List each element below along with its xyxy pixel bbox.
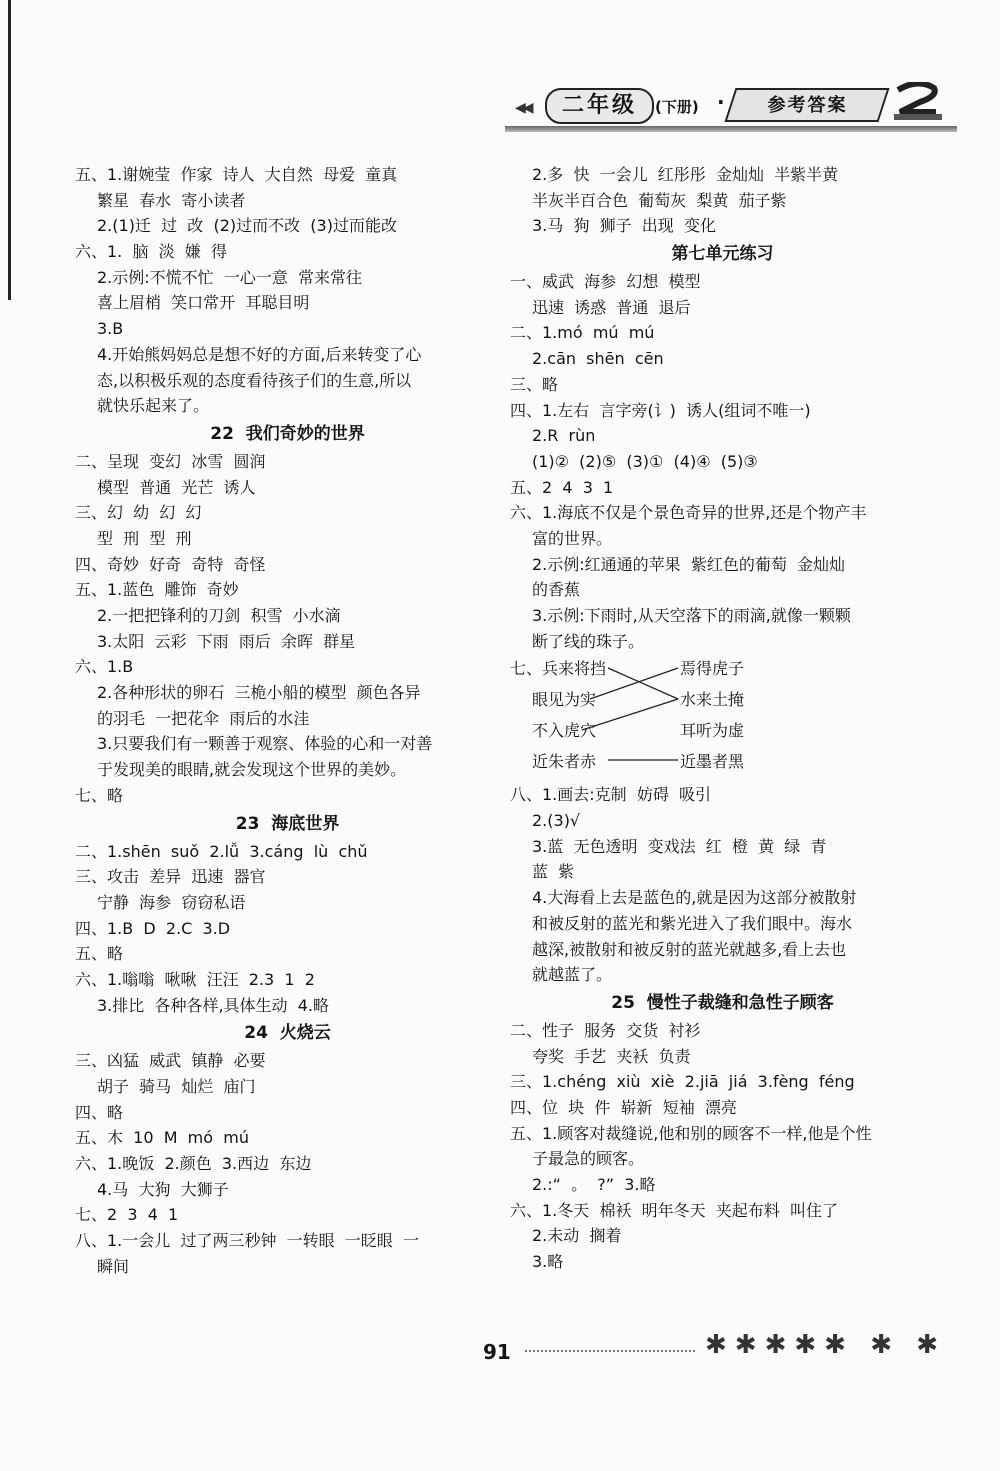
answer-line: 2.(3)√ — [532, 811, 581, 831]
answer-line: 3.B — [97, 319, 124, 339]
section-title: 22 我们奇妙的世界 — [210, 423, 365, 444]
match-left-item: 近朱者赤 — [532, 752, 597, 772]
left-answer-column — [75, 162, 500, 1280]
answer-line: 3.蓝 无色透明 变戏法 红 橙 黄 绿 青 — [532, 836, 827, 856]
answer-line: 三、凶猛 威武 镇静 必要 — [75, 1051, 266, 1071]
answer-line: 三、略 — [510, 374, 559, 394]
section-title: 23 海底世界 — [235, 813, 340, 834]
match-right-item: 耳听为虚 — [680, 721, 745, 741]
answer-line: 就越蓝了。 — [532, 965, 613, 985]
section-title: 25 慢性子裁缝和急性子顾客 — [611, 992, 834, 1013]
page-number: 91 — [483, 1340, 511, 1364]
answer-line: 2.示例:不慌不忙 一心一意 常来常往 — [97, 267, 363, 287]
answer-line: 3.示例:下雨时,从天空落下的雨滴,就像一颗颗 — [532, 606, 851, 625]
answer-line: 二、呈现 变幻 冰雪 圆润 — [75, 451, 266, 471]
answer-line: 3.太阳 云彩 下雨 雨后 余晖 群星 — [97, 631, 356, 651]
section-title: 24 火烧云 — [244, 1023, 331, 1044]
answer-line: 七、2 3 4 1 — [75, 1205, 179, 1225]
answer-line: 3.只要我们有一颗善于观察、体验的心和一对善 — [97, 734, 433, 754]
answer-line: 瞬间 — [97, 1256, 130, 1276]
section-title: 第七单元练习 — [671, 244, 774, 265]
right-answer-column — [510, 162, 935, 1275]
answer-line: 于发现美的眼睛,就会发现这个世界的美妙。 — [97, 760, 407, 780]
answer-line: 六、1. 脑 淡 嫌 得 — [75, 242, 227, 262]
answer-line: 五、1.谢婉莹 作家 诗人 大自然 母爱 童真 — [75, 165, 398, 184]
header-rule — [505, 126, 957, 132]
answer-line: 五、1.蓝色 雕饰 奇妙 — [75, 580, 239, 600]
answer-line: 态,以积极乐观的态度看待孩子们的生意,所以 — [97, 370, 412, 390]
answer-line: 宁静 海参 窃窃私语 — [97, 892, 246, 912]
answer-line: 夸奖 手艺 夹袄 负责 — [532, 1046, 691, 1066]
answer-line: 3.马 狗 狮子 出现 变化 — [532, 216, 716, 236]
answer-line: 二、1.mó mú mú — [510, 323, 655, 343]
nav-arrows-icon: ◀◀ — [515, 100, 531, 116]
answer-line: 四、1.左右 言字旁(讠) 诱人(组词不唯一) — [510, 400, 811, 420]
idiom-matching-exercise — [510, 654, 935, 782]
answer-line: 八、1.画去:克制 妨碍 吸引 — [510, 785, 712, 805]
answer-line: 模型 普通 光芒 诱人 — [97, 477, 256, 497]
answer-line: 三、幻 幼 幻 幻 — [75, 503, 202, 523]
answer-line: 五、木 10 M mó mú — [75, 1128, 249, 1148]
banner-title: 参考答案 — [767, 95, 848, 116]
right-bottom-answers — [510, 782, 935, 1274]
answer-line: 3.排比 各种各样,具体生动 4.略 — [97, 995, 329, 1015]
binding-edge — [8, 0, 11, 300]
answer-line: 4.大海看上去是蓝色的,就是因为这部分被散射 — [532, 888, 857, 908]
answer-line: 胡子 骑马 灿烂 庙门 — [97, 1077, 256, 1096]
answer-line: 2.未动 搁着 — [532, 1226, 622, 1246]
answer-line: 断了线的珠子。 — [532, 631, 645, 651]
answer-line: 2.各种形状的卵石 三桅小船的模型 颜色各异 — [97, 683, 421, 703]
answer-line: 子最急的顾客。 — [532, 1149, 645, 1169]
volume-label: (下册) — [655, 98, 699, 116]
answer-line: 2.(1)迁 过 改 (2)过而不改 (3)过而能改 — [97, 216, 397, 236]
right-top-answers — [510, 162, 935, 654]
answer-line: 四、位 块 件 崭新 短袖 漂亮 — [510, 1097, 737, 1117]
separator-dot: · — [717, 90, 725, 114]
answer-line: 2.多 快 一会儿 红彤彤 金灿灿 半紫半黄 — [532, 165, 839, 184]
answer-line: 四、奇妙 好奇 奇特 奇怪 — [75, 554, 266, 574]
star-decoration-icon: ✱✱✱✱✱ ✱ ✱ — [705, 1330, 947, 1360]
answer-line: 六、1.B — [75, 657, 134, 677]
answer-line: 六、1.嗡嗡 啾啾 汪汪 2.3 1 2 — [75, 969, 315, 989]
match-right-item: 水来土掩 — [680, 690, 745, 710]
page-header — [505, 82, 960, 137]
match-left-item: 眼见为实 — [532, 690, 597, 710]
answer-line: 蓝 紫 — [532, 862, 575, 882]
answer-line: 六、1.海底不仅是个景色奇异的世界,还是个物产丰 — [510, 503, 867, 523]
answer-line: 六、1.冬天 棉袄 明年冬天 夹起布料 叫住了 — [510, 1200, 838, 1220]
answer-line: 富的世界。 — [532, 528, 613, 548]
answer-line: 2.一把把锋利的刀剑 积雪 小水滴 — [97, 606, 341, 625]
answer-line: 一、威武 海参 幻想 模型 — [510, 272, 701, 292]
answer-line: 2.:“ 。 ?” 3.略 — [532, 1175, 656, 1194]
answer-line: 三、1.chéng xiù xiè 2.jiā jiá 3.fèng féng — [510, 1072, 855, 1092]
grade-badge: 二年级 — [545, 88, 654, 124]
answer-line: 四、1.B D 2.C 3.D — [75, 918, 231, 938]
answer-line: 越深,被散射和被反射的蓝光就越多,看上去也 — [532, 939, 847, 959]
answer-line: 繁星 春水 寄小读者 — [97, 190, 246, 210]
answer-line: 八、1.一会儿 过了两三秒钟 一转眼 一眨眼 一 — [75, 1231, 419, 1251]
answer-line: 4.开始熊妈妈总是想不好的方面,后来转变了心 — [97, 344, 422, 364]
answer-line: 3.略 — [532, 1252, 564, 1272]
answer-line: 二、1.shēn suǒ 2.lǚ 3.cáng lù chǔ — [75, 841, 368, 861]
answer-line: 喜上眉梢 笑口常开 耳聪目明 — [97, 293, 310, 313]
answer-line: 2.示例:红通通的苹果 紫红色的葡萄 金灿灿 — [532, 554, 846, 574]
answer-line: 三、攻击 差异 迅速 器官 — [75, 867, 266, 887]
answer-line: 七、略 — [75, 785, 124, 805]
match-right-item: 焉得虎子 — [680, 659, 745, 679]
match-left-item: 不入虎穴 — [532, 721, 597, 741]
answer-line: (1)② (2)⑤ (3)① (4)④ (5)③ — [532, 451, 758, 471]
answer-line: 2.cān shēn cēn — [532, 349, 664, 369]
answer-line: 六、1.晚饭 2.颜色 3.西边 东边 — [75, 1154, 312, 1174]
answer-line: 半灰半百合色 葡萄灰 梨黄 茄子紫 — [532, 190, 787, 210]
answer-line: 迅速 诱惑 普通 退后 — [532, 297, 691, 317]
answer-line: 五、2 4 3 1 — [510, 477, 614, 497]
answer-line: 五、1.顾客对裁缝说,他和别的顾客不一样,他是个性 — [510, 1123, 872, 1143]
answer-line: 的羽毛 一把花伞 雨后的水洼 — [97, 708, 310, 728]
dotted-rule — [525, 1350, 695, 1352]
answer-line: 型 刑 型 刑 — [97, 528, 192, 548]
answer-line: 2.R rùn — [532, 426, 596, 446]
answer-line: 和被反射的蓝光和紫光进入了我们眼中。海水 — [532, 913, 853, 933]
answer-line: 就快乐起来了。 — [97, 396, 210, 416]
answer-line: 五、略 — [75, 944, 124, 964]
answer-line: 四、略 — [75, 1102, 124, 1122]
book-stack-icon — [890, 82, 945, 122]
answer-line: 二、性子 服务 交货 衬衫 — [510, 1020, 701, 1040]
match-left-item: 七、兵来将挡 — [510, 659, 607, 679]
answer-line: 的香蕉 — [532, 580, 581, 600]
answer-line: 4.马 大狗 大狮子 — [97, 1179, 229, 1199]
match-right-item: 近墨者黑 — [680, 752, 745, 772]
